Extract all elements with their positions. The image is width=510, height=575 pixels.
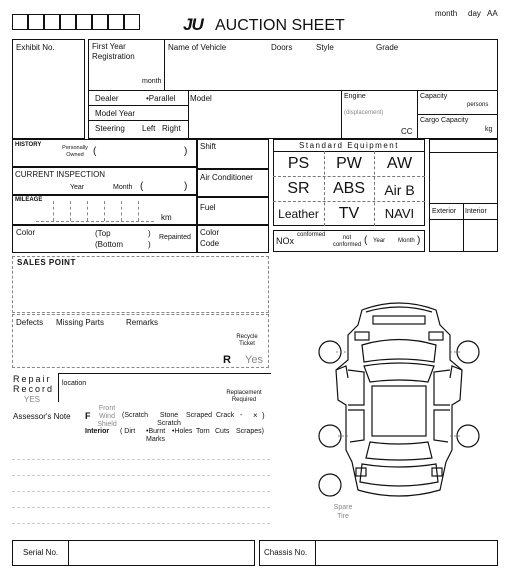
assessor-f-label: F <box>85 411 91 421</box>
engine-placeholder: (displacement) <box>344 110 384 116</box>
inspection-close-paren: ) <box>184 181 188 192</box>
sales-point-label: SALES POINT <box>17 258 76 267</box>
right-label: Right <box>162 124 181 133</box>
cargo-capacity-label: Cargo Capacity <box>420 117 469 124</box>
exhibit-box[interactable] <box>12 39 85 139</box>
mileage-label: MILEAGE <box>15 197 43 203</box>
model-year-label: Model Year <box>95 109 136 118</box>
equip-abs[interactable]: ABS <box>332 180 365 197</box>
dealer-label: Dealer <box>95 94 119 103</box>
color-label: Color <box>16 228 36 237</box>
color-bottom-paren: ) <box>148 240 151 249</box>
name-of-vehicle-label: Name of Vehicle <box>168 43 227 52</box>
scratch-label: (Scratch <box>122 412 149 419</box>
equip-tv[interactable]: TV <box>338 205 360 222</box>
missing-parts-label: Missing Parts <box>56 318 105 327</box>
air-conditioner-label: Air Conditioner <box>200 173 253 182</box>
notes-lines[interactable] <box>12 445 270 535</box>
parallel-label: •Parallel <box>146 94 176 103</box>
persons-label: persons <box>467 102 489 108</box>
grade-label: Grade <box>376 43 399 52</box>
tire-front-right <box>457 341 479 363</box>
holes-label: •Holes <box>172 428 193 435</box>
km-label: km <box>161 213 172 222</box>
interior-note-label: Interior <box>85 428 110 435</box>
equip-leather[interactable]: Leather <box>278 207 319 221</box>
torn-label: Torn <box>196 428 210 435</box>
defects-label: Defects <box>16 318 44 327</box>
history-close-paren: ) <box>184 146 188 157</box>
nox-close-paren: ) <box>417 235 421 246</box>
color-code-label: Color Code <box>200 228 220 248</box>
history-open-paren: ( <box>93 146 97 157</box>
engine-label: Engine <box>344 93 366 100</box>
page-title: AUCTION SHEET <box>215 17 345 34</box>
cc-label: CC <box>401 127 413 136</box>
car-diagram[interactable] <box>300 290 500 505</box>
crack-dash: - <box>240 412 243 419</box>
scrapes-label: Scrapes) <box>236 428 265 435</box>
steering-label: Steering <box>95 124 125 133</box>
inspection-label: CURRENT INSPECTION <box>15 170 106 179</box>
crack-label: Crack <box>216 412 235 419</box>
record-label: Record <box>13 384 55 394</box>
equipment-title: Standard Equipment <box>299 141 399 150</box>
mileage-digit-grid[interactable] <box>36 201 154 222</box>
color-top-paren: ) <box>148 229 151 238</box>
recycle-yes-label: Yes <box>245 354 263 366</box>
style-label: Style <box>316 43 334 52</box>
repair-label: Repair <box>13 374 52 384</box>
tire-rear-left <box>319 425 341 447</box>
exterior-label: Exterior <box>432 208 457 215</box>
recycle-r-label: R <box>223 354 231 366</box>
crack-close: ) <box>262 411 265 420</box>
fuel-label: Fuel <box>200 203 216 212</box>
location-label: location <box>62 380 87 387</box>
assessors-note-label: Assessor's Note <box>13 412 71 421</box>
doors-label: Doors <box>271 43 293 52</box>
dirt-label: ( Dirt <box>120 428 136 435</box>
equip-navi[interactable]: NAVI <box>384 206 415 221</box>
equip-ps[interactable]: PS <box>287 155 310 172</box>
equip-aw[interactable]: AW <box>386 155 413 172</box>
crack-x: × <box>253 411 258 420</box>
date-value: AA <box>487 9 498 18</box>
history-label: HISTORY <box>15 142 42 148</box>
color-top-label: (Top <box>95 229 111 238</box>
spare-tire-label: Spare Tire <box>333 504 353 520</box>
inspection-open-paren: ( <box>140 181 144 192</box>
chassis-no-label: Chassis No. <box>264 548 308 557</box>
month-label: month <box>142 78 162 85</box>
cuts-label: Cuts <box>215 428 230 435</box>
tire-rear-right <box>457 425 479 447</box>
inspection-year-label: Year <box>70 184 85 191</box>
inspection-month-label: Month <box>113 184 133 191</box>
interior-label: Interior <box>465 208 487 215</box>
date-month-label: month <box>435 9 458 18</box>
not-conformed-label: not conformed <box>332 235 362 248</box>
replacement-required-label: Replacement Required <box>226 390 262 403</box>
recycle-ticket-label: Recycle Ticket <box>236 334 258 347</box>
remarks-label: Remarks <box>126 318 159 327</box>
nox-open-paren: ( <box>364 235 368 246</box>
equip-pw[interactable]: PW <box>336 155 362 172</box>
nox-year-label: Year <box>373 238 386 244</box>
scraped-label: Scraped <box>186 412 213 419</box>
first-year-label: First Year Registration <box>92 42 135 61</box>
serial-no-label: Serial No. <box>23 548 59 557</box>
lot-number-boxes <box>12 14 142 30</box>
spare-tire <box>319 474 341 496</box>
nox-month-label: Month <box>398 238 415 244</box>
shift-label: Shift <box>200 142 217 151</box>
equip-air-b[interactable]: Air B <box>384 182 415 198</box>
color-bottom-label: (Bottom <box>95 240 124 249</box>
exhibit-no-label: Exhibit No. <box>16 43 55 52</box>
repainted-label: Repainted <box>159 234 191 241</box>
front-wind-shield-label: Front Wind Shield <box>97 405 117 428</box>
left-label: Left <box>142 124 156 133</box>
ju-logo: JU <box>183 15 203 34</box>
equip-sr[interactable]: SR <box>287 180 310 197</box>
nox-label: NOx <box>276 236 294 246</box>
model-label: Model <box>190 94 212 103</box>
burnt-marks-label: •Burnt Marks <box>146 428 166 443</box>
repair-yes-label: YES <box>24 395 41 404</box>
capacity-label: Capacity <box>420 93 448 100</box>
stone-scratch-label: Stone Scratch <box>157 412 181 427</box>
conformed-label: conformed <box>297 232 326 238</box>
date-day-label: day <box>468 9 481 18</box>
personally-owned-label: Personally Owned <box>62 145 88 158</box>
kg-label: kg <box>485 126 493 133</box>
